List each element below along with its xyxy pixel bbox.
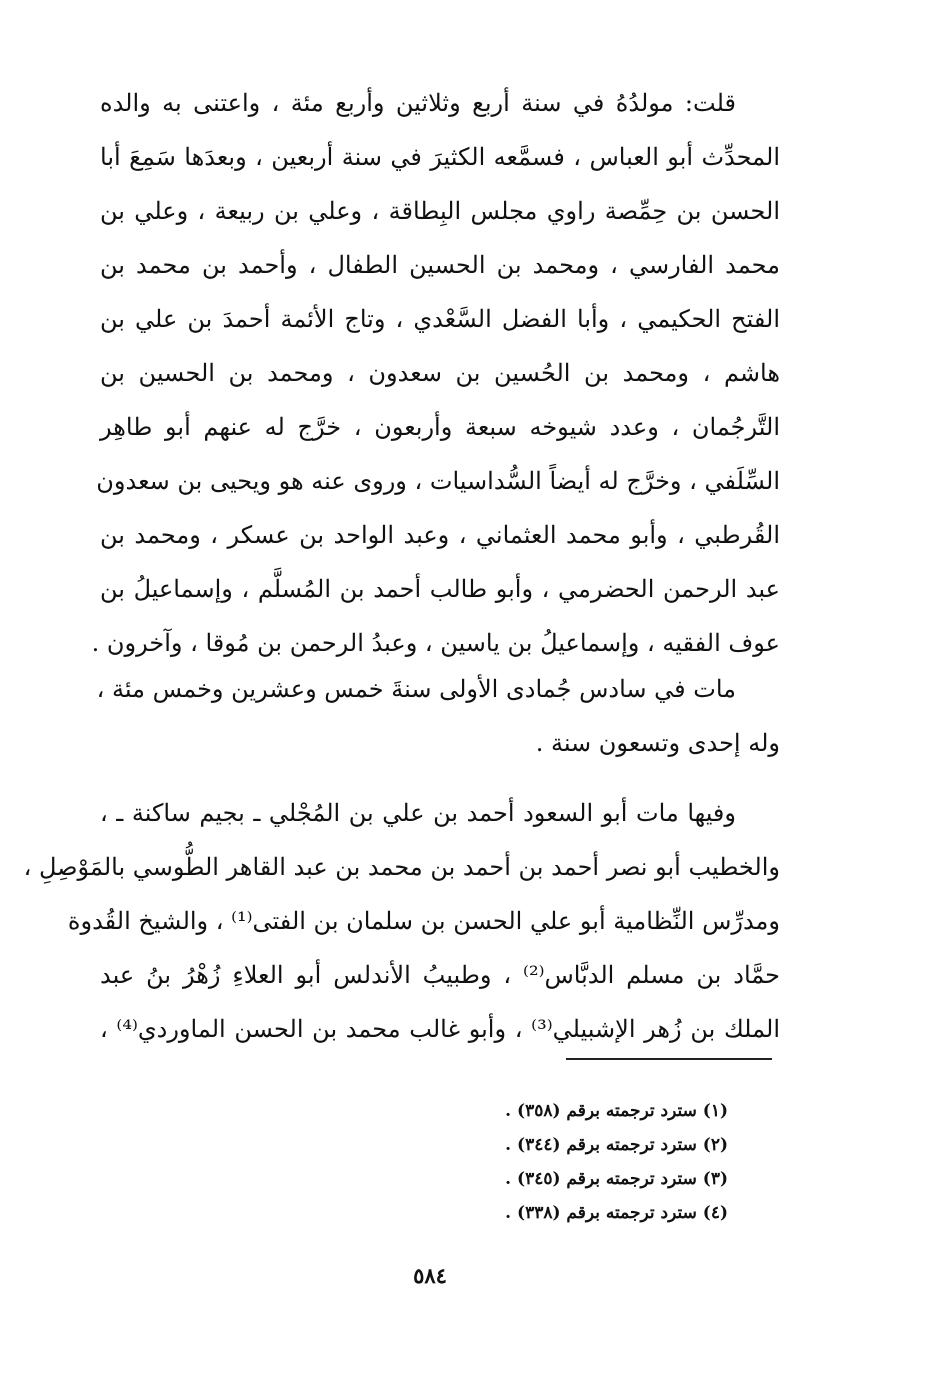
paragraph-biography bbox=[91, 76, 780, 670]
text-line: المحدِّث أبو العباس ، فسمَّعه الكثيرَ في سنة أربعين ، وبعدَها سَمِعَ أبا bbox=[100, 143, 780, 171]
text-line: السِّلَفي ، وخرَّج له أيضاً السُّداسيات ، وروى عنه هو ويحيى بن سعدون bbox=[96, 467, 780, 495]
page-number: ٥٨٤ bbox=[413, 1263, 447, 1288]
text-line: هاشم ، ومحمد بن الحُسين بن سعدون ، ومحمد بن الحسين بن bbox=[100, 359, 780, 387]
text-line: القُرطبي ، وأبو محمد العثماني ، وعبد الواحد بن عسكر ، ومحمد بن bbox=[100, 521, 780, 549]
paragraph-same-year-deaths bbox=[23, 786, 780, 1056]
footnote-item: (٢) سترد ترجمته برقم (٣٤٤) . bbox=[505, 1135, 728, 1155]
footnote-item: (١) سترد ترجمته برقم (٣٥٨) . bbox=[505, 1101, 728, 1121]
footnote-item: (٣) سترد ترجمته برقم (٣٤٥) . bbox=[505, 1169, 728, 1189]
text-line: وفيها مات أبو السعود أحمد بن علي بن المُجْلي ـ بجيم ساكنة ـ ، bbox=[100, 799, 736, 827]
text-line: عبد الرحمن الحضرمي ، وأبو طالب أحمد بن المُسلَّم ، وإسماعيلُ بن bbox=[100, 575, 780, 603]
text-line: قلت: مولدُهُ في سنة أربع وثلاثين وأربع مئة ، واعتنى به والده bbox=[100, 89, 736, 117]
text-line: الحسن بن حِمِّصة راوي مجلس البِطاقة ، وعلي بن ربيعة ، وعلي بن bbox=[100, 197, 780, 225]
text-line: مات في سادس جُمادى الأولى سنةَ خمس وعشرين وخمس مئة ، bbox=[96, 675, 736, 703]
text-line: عوف الفقيه ، وإسماعيلُ بن ياسين ، وعبدُ الرحمن بن مُوقا ، وآخرون . bbox=[91, 629, 780, 657]
text-line: ومدرِّس النِّظامية أبو علي الحسن بن سلمان بن الفتى⁽¹⁾ ، والشيخ القُدوة bbox=[67, 907, 780, 935]
footnote-separator bbox=[566, 1058, 772, 1060]
text-line: والخطيب أبو نصر أحمد بن أحمد بن محمد بن عبد القاهر الطُّوسي بالمَوْصِلِ ، bbox=[23, 853, 780, 881]
text-line: الفتح الحكيمي ، وأبا الفضل السَّعْدي ، وتاج الأئمة أحمدَ بن علي بن bbox=[100, 305, 780, 333]
footnotes bbox=[440, 1094, 728, 1230]
text-line: محمد الفارسي ، ومحمد بن الحسين الطفال ، وأحمد بن محمد بن bbox=[100, 251, 780, 279]
text-line: التَّرجُمان ، وعدد شيوخه سبعة وأربعون ، خرَّج له عنهم أبو طاهِر bbox=[100, 413, 780, 441]
text-line: الملك بن زُهر الإشبيلي⁽³⁾ ، وأبو غالب محمد بن الحسن الماوردي⁽⁴⁾ ، bbox=[100, 1015, 780, 1043]
footnote-item: (٤) سترد ترجمته برقم (٣٣٨) . bbox=[505, 1203, 728, 1223]
text-line: وله إحدى وتسعون سنة . bbox=[535, 729, 780, 757]
paragraph-death bbox=[96, 662, 780, 770]
text-line: حمَّاد بن مسلم الدبَّاس⁽²⁾ ، وطبيبُ الأندلس أبو العلاءِ زُهْرُ بنُ عبد bbox=[100, 961, 780, 989]
